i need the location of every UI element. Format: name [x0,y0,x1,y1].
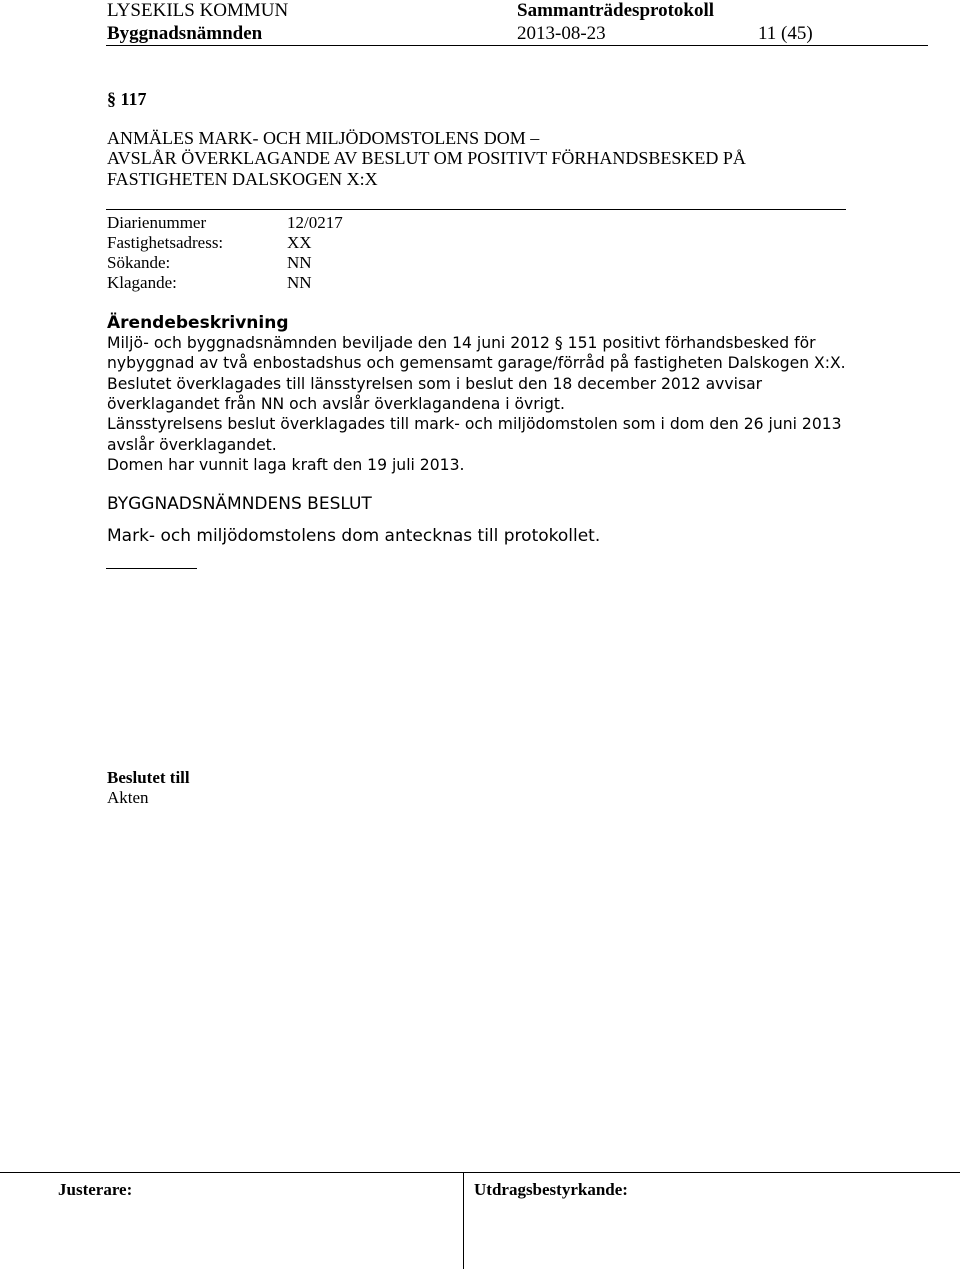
description-line-2: nybyggnad av två enbostadshus och gemensamt garage/förråd på fastigheten Dalskogen X:X. [107,354,846,372]
description-line-1: Miljö- och byggnadsnämnden beviljade den 14 juni 2012 § 151 positivt förhandsbesked för [107,334,816,352]
property-address-label: Fastighetsadress: [107,233,224,252]
footer-divider [463,1172,464,1269]
item-title-line-1: ANMÄLES MARK- OCH MILJÖDOMSTOLENS DOM – [107,128,540,148]
applicant-value: NN [287,253,312,272]
decision-text: Mark- och miljödomstolens dom antecknas till protokollet. [107,526,601,546]
property-address-value: XX [287,233,312,252]
appellant-value: NN [287,273,312,292]
description-line-4: överklagandet från NN och avslår överklagandena i övrigt. [107,395,565,413]
appellant-label: Klagande: [107,273,177,292]
distribution-heading: Beslutet till [107,768,190,787]
adjusters-label: Justerare: [58,1180,133,1199]
description-line-6: avslår överklagandet. [107,436,277,454]
meeting-date: 2013-08-23 [517,23,606,44]
description-line-7: Domen har vunnit laga kraft den 19 juli 2013. [107,456,465,474]
description-line-5: Länsstyrelsens beslut överklagades till mark- och miljödomstolen som i dom den 26 juni 2013 [107,415,842,433]
extract-verification-label: Utdragsbestyrkande: [474,1180,628,1199]
description-line-3: Beslutet överklagades till länsstyrelsen som i beslut den 18 december 2012 avvisar [107,375,763,393]
page-number: 11 (45) [758,23,813,44]
protocol-type: Sammanträdesprotokoll [517,0,715,21]
municipality-name: LYSEKILS KOMMUN [107,0,289,21]
description-heading: Ärendebeskrivning [107,313,289,333]
decision-end-rule [106,568,197,569]
item-title-line-3: FASTIGHETEN DALSKOGEN X:X [107,169,378,189]
paragraph-number: § 117 [107,89,147,109]
case-number-value: 12/0217 [287,213,343,232]
header-rule [106,45,928,46]
case-number-label: Diarienummer [107,213,207,232]
item-title-line-2: AVSLÅR ÖVERKLAGANDE AV BESLUT OM POSITIVT FÖRHANDSBESKED PÅ [107,148,746,168]
footer-rule [0,1172,960,1173]
title-rule [106,209,846,210]
committee-name: Byggnadsnämnden [107,23,263,44]
decision-heading: BYGGNADSNÄMNDENS BESLUT [107,494,372,514]
distribution-recipient: Akten [107,788,149,807]
applicant-label: Sökande: [107,253,171,272]
